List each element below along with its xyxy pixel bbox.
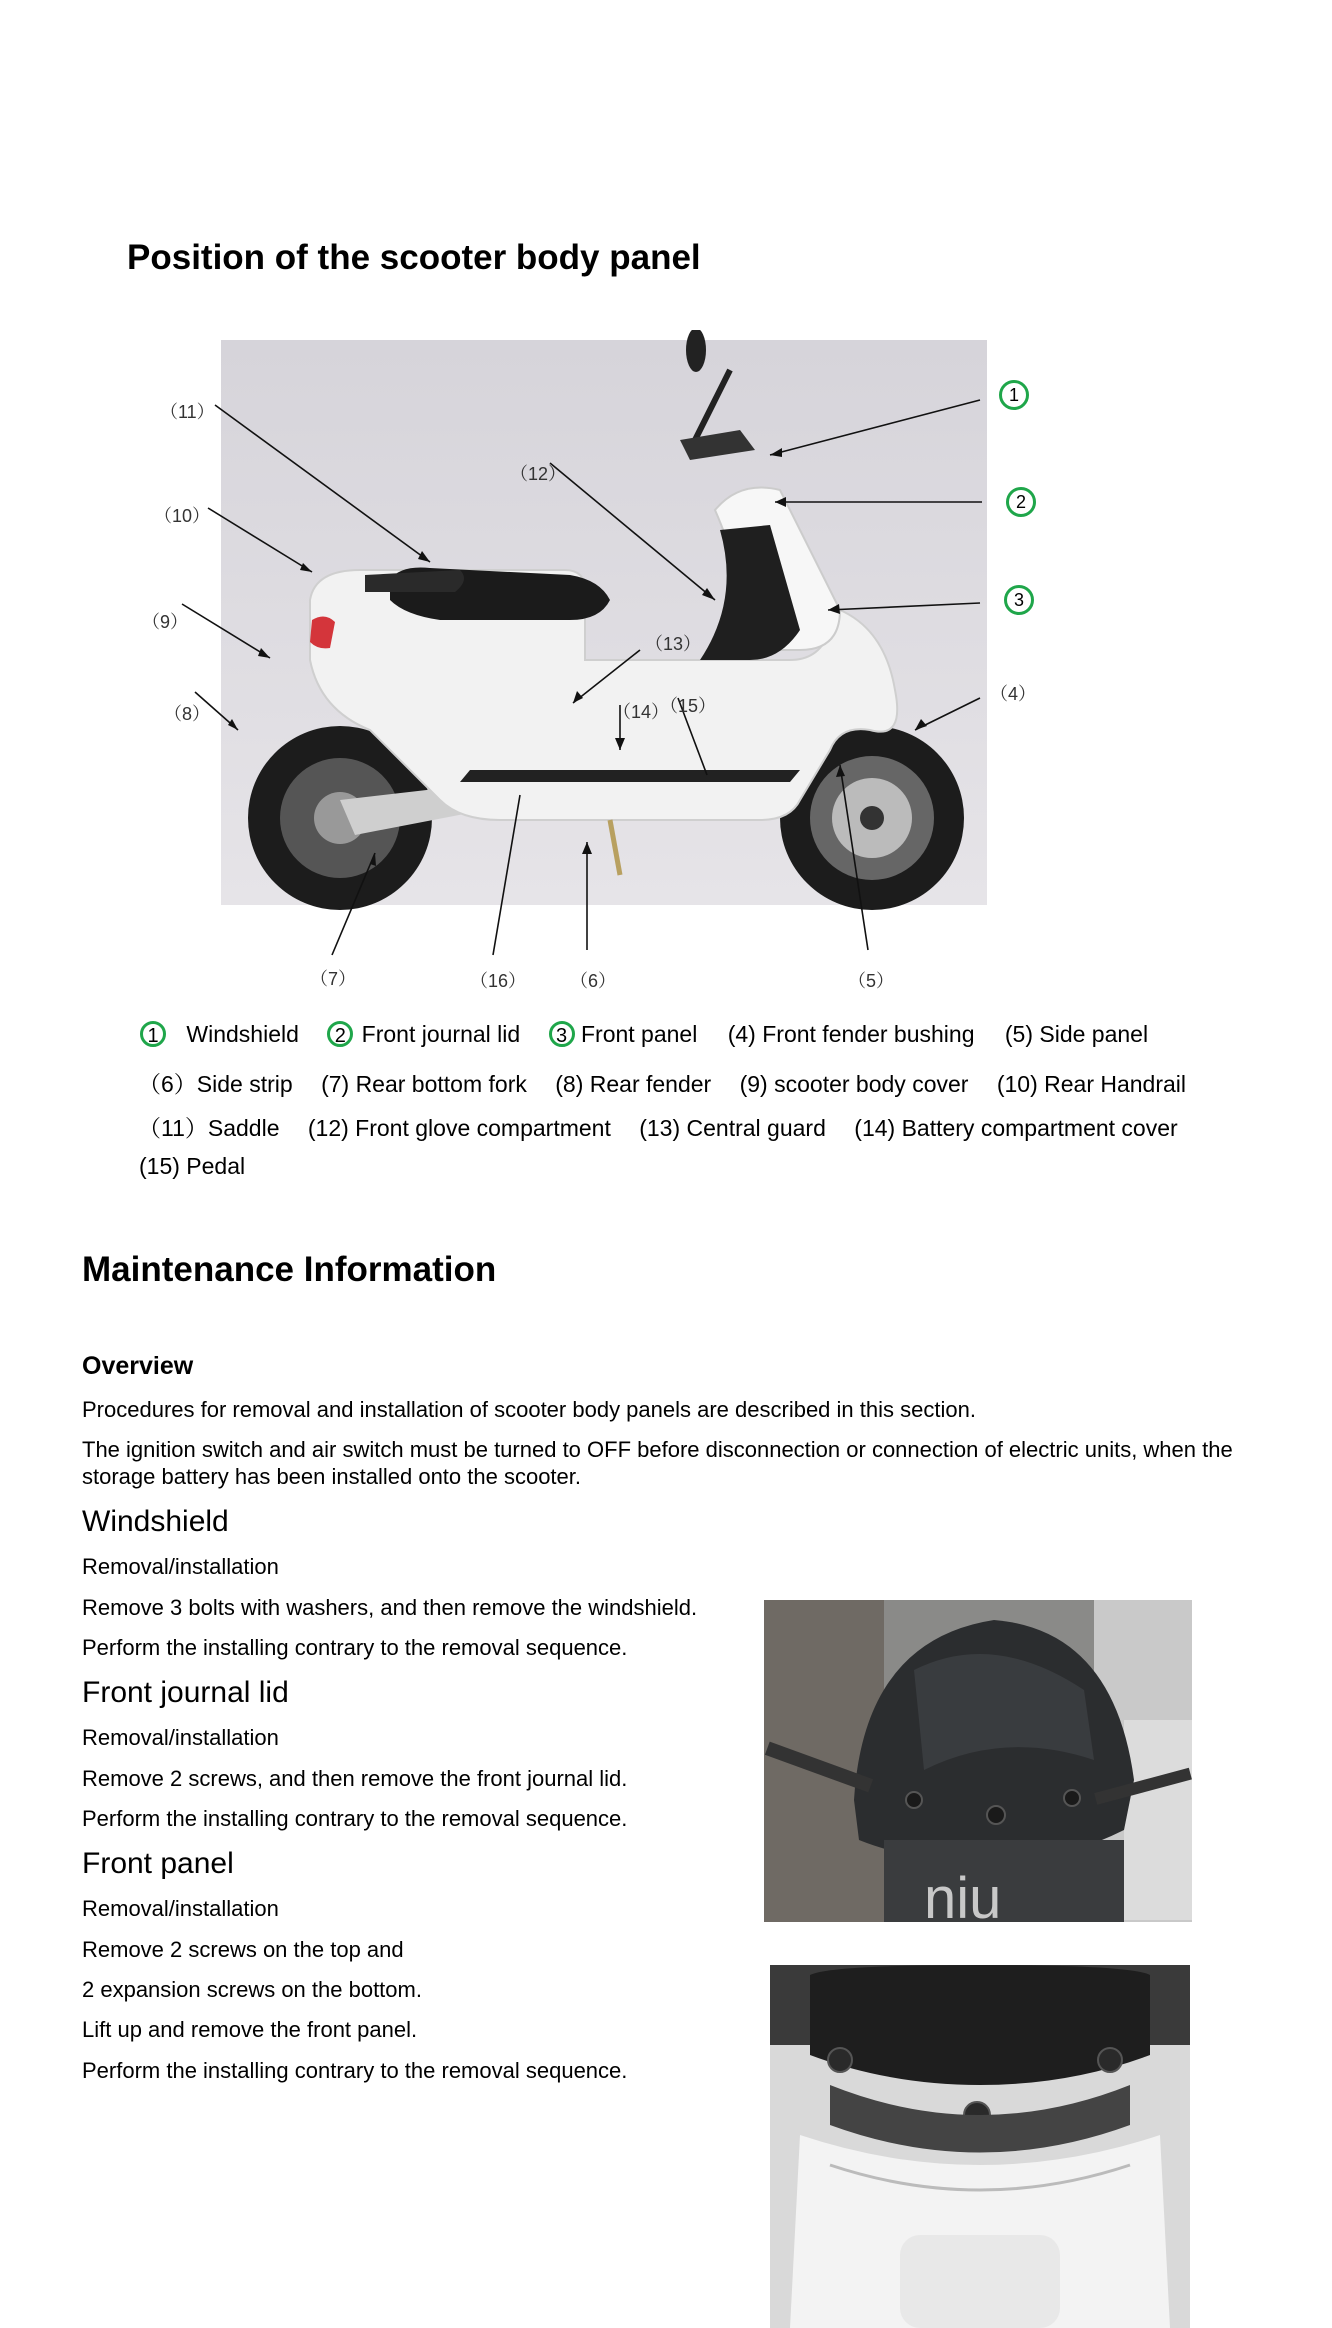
front-panel-step-3: Lift up and remove the front panel.: [82, 2017, 418, 2042]
legend-line-2: [138, 1066, 1186, 1099]
overview-heading: Overview: [82, 1352, 194, 1380]
niu-logo-text: niu: [924, 1866, 1002, 1922]
legend-rear-handrail: (10) Rear Handrail: [996, 1071, 1187, 1097]
label-13: （13）: [645, 634, 702, 654]
front-journal-lid-step-2: Perform the installing contrary to the removal sequence.: [82, 1806, 628, 1831]
legend-front-panel: Front panel: [580, 1021, 698, 1047]
front-panel-photo: [770, 1965, 1190, 2328]
circle-label-1: 1: [999, 380, 1029, 410]
scooter-diagram: [140, 330, 1060, 1010]
label-8: （8）: [164, 704, 211, 724]
front-panel-step-4: Perform the installing contrary to the removal sequence.: [82, 2058, 628, 2083]
maintenance-title: Maintenance Information: [82, 1250, 497, 1289]
label-14: （14）: [613, 702, 670, 722]
legend-number-1: 1: [140, 1021, 166, 1047]
legend-central-guard: (13) Central guard: [639, 1115, 826, 1141]
front-journal-lid-subheading: Removal/installation: [82, 1725, 279, 1750]
scooter-illustration: [140, 330, 1060, 1010]
windshield-heading: Windshield: [82, 1505, 229, 1538]
front-panel-heading: Front panel: [82, 1847, 234, 1880]
legend-rear-bottom-fork: (7) Rear bottom fork: [321, 1071, 527, 1097]
circle-label-2: 2: [1006, 487, 1036, 517]
legend-line-3: [138, 1110, 1178, 1143]
front-journal-lid-heading: Front journal lid: [82, 1676, 289, 1709]
windshield-step-2: Perform the installing contrary to the removal sequence.: [82, 1635, 628, 1660]
legend-number-2: 2: [327, 1021, 353, 1047]
legend-number-3: 3: [549, 1021, 575, 1047]
legend-windshield: Windshield: [186, 1021, 299, 1047]
label-15: （15）: [660, 696, 717, 716]
front-journal-lid-step-1: Remove 2 screws, and then remove the front journal lid.: [82, 1766, 628, 1791]
legend-line-4: [139, 1153, 245, 1180]
legend-front-fender-bushing: (4) Front fender bushing: [727, 1021, 975, 1047]
legend-battery-compartment-cover: (14) Battery compartment cover: [854, 1115, 1178, 1141]
legend-side-panel: (5) Side panel: [1004, 1021, 1149, 1047]
legend-front-glove-compartment: (12) Front glove compartment: [307, 1115, 611, 1141]
label-9: （9）: [142, 612, 189, 632]
label-4: （4）: [990, 684, 1037, 704]
label-6: （6）: [570, 971, 617, 991]
overview-paragraph-2: The ignition switch and air switch must be turned to OFF before disconnection or connection of electric units, when the storage battery has been installed onto the scooter.: [82, 1437, 1233, 1489]
label-12: （12）: [510, 464, 567, 484]
front-panel-step-1: Remove 2 screws on the top and: [82, 1937, 404, 1962]
legend-scooter-body-cover: (9) scooter body cover: [739, 1071, 969, 1097]
overview-paragraph-1: Procedures for removal and installation of scooter body panels are described in this section.: [82, 1397, 976, 1422]
front-panel-step-2: 2 expansion screws on the bottom.: [82, 1977, 422, 2002]
windshield-photo: [764, 1600, 1192, 1922]
legend-side-strip: （6）Side strip: [138, 1071, 293, 1097]
legend-rear-fender: (8) Rear fender: [555, 1071, 712, 1097]
legend-front-journal-lid: Front journal lid: [361, 1021, 521, 1047]
label-10: （10）: [154, 506, 211, 526]
legend-line-1: [140, 1021, 1148, 1048]
windshield-step-1: Remove 3 bolts with washers, and then remove the windshield.: [82, 1595, 698, 1620]
legend-pedal: (15) Pedal: [139, 1153, 246, 1179]
circle-label-3: 3: [1004, 585, 1034, 615]
front-panel-subheading: Removal/installation: [82, 1896, 279, 1921]
page-title: Position of the scooter body panel: [127, 238, 701, 277]
legend-saddle: （11）Saddle: [138, 1115, 280, 1141]
windshield-subheading: Removal/installation: [82, 1554, 279, 1579]
label-7: （7）: [310, 969, 357, 989]
label-11: （11）: [160, 402, 215, 422]
label-5: （5）: [848, 971, 895, 991]
label-16: （16）: [470, 971, 527, 991]
